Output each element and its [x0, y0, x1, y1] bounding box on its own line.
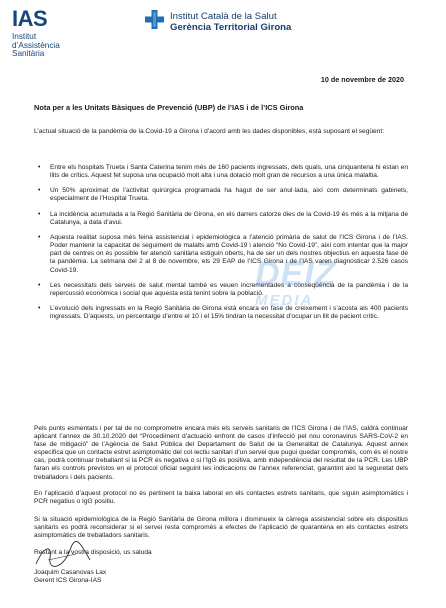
ias-mark: IAS [12, 6, 48, 31]
ias-name-line: Institut [12, 32, 37, 41]
signer-role: Gerent ICS Girona-IAS [34, 577, 102, 585]
watermark [255, 256, 385, 322]
ias-name-line: Sanitària [12, 49, 45, 59]
signature-scribble [30, 540, 100, 572]
ias-name [12, 33, 120, 59]
protocol-paragraph: Pels punts esmentats i per tal de no comprometre encara més els serveis sanitaris de l’ICS Girona i de l’IAS, caldrà continuar aplicant l’annex de 30.10.2020 del “Procediment d’actuació enfront de casos d’infecció pel nou coronavirus SARS-CoV-2 en fase de mitigació” de l’Agència de Salut Pública del Departament de Salut de la Generalitat de Catalunya. Aquest annex especifica que un contacte estret asimptomàtic del col·lectiu sanitari d’un servei que pugui quedar compromès, com és el nostre cas, podrà continuar treballant si la PCR és negativa o si l’IgG és positiva, amb independència del resultat de la PCR. Les UBP faran els controls previstos en el protocol oficial seguint les indicacions de l’annex referenciat, garantint així la seguretat dels treballadors i dels pacients. [34, 425, 408, 481]
signature-block [34, 569, 106, 585]
ics-territorial: Gerència Territorial Girona [170, 22, 292, 33]
list-item: • Les necessitats dels serveis de salut mental també es veuen incrementades a conseqüència de la pandèmia i de la repercussió econòmica i social que aquesta està tenint sobre la població. [34, 282, 408, 298]
note-title: Nota per a les Unitats Bàsiques de Prevenció (UBP) de l’IAS i de l’ICS Girona [34, 103, 304, 112]
list-item: • La incidència acumulada a la Regió Sanitària de Girona, en els darrers catorze dies de la Covid-19 és més a la mitjana de Catalunya, a data d’avui. [34, 211, 408, 227]
ics-institution: Institut Català de la Salut [170, 11, 277, 22]
list-item: • Aquesta realitat suposa més feina assistencial i epidemiològica a l’atenció primària de salut de l’ICS Girona i de l’IAS. Poder mantenir la capacitat de seguiment de malalts amb Covid-19 i atenció “No Covid-19”, així com intentar que la major part de centres on és possible fer atenció sanitària estiguin oberts, ha de ser un dels nostres objectius en aquesta fase de la pandèmia. La setmana del 2 al 8 de novembre, els 29 EAP de l’ICS Girona i de l’IAS varen diagnosticar 2.526 casos Covid-19. [34, 234, 408, 274]
list-item: • Un 50% aproximat de l’activitat quirúrgica programada ha hagut de ser anul·lada, així com determinats gabinets, especialment de l’Hospital Trueta. [34, 187, 408, 203]
ias-logo [12, 8, 120, 59]
watermark-bottom: MEDIA [255, 292, 314, 309]
situation-paragraph: Si la situació epidemiològica de la Regió Sanitària de Girona millora i disminueix la càrrega assistencial sobre els dispositius sanitaris es podrà reconsiderar si el servei resta compromès a efectes de l’aplicació de quarantena en els contactes estrets asimptomàtics de treballadors sanitaris. [34, 516, 408, 540]
signer-name: Joaquim Casanovas Lax [34, 569, 107, 576]
watermark-top: DEIZ [255, 255, 337, 293]
list-item: • Entre els hospitals Trueta i Santa Caterina tenim més de 160 pacients ingressats, dels quals, una cinquantena hi estan en llits de crítics. Aquest fet suposa una ocupació molt alta i una dotació molt gran de recursos a una única malaltia. [34, 164, 408, 180]
document-date: 10 de novembre de 2020 [320, 75, 404, 84]
intro-paragraph: L’actual situació de la pandèmia de la Covid-19 a Girona i d’acord amb les dades disponibles, està suposant el següent: [34, 128, 385, 135]
application-paragraph: En l’aplicació d’aquest protocol no és pertinent la baixa laboral en els contactes estrets sanitaris, que siguin asimptomàtics i PCR negatius o IgG positiu. [34, 490, 408, 506]
ics-text [170, 11, 291, 33]
ics-cross-icon [145, 10, 164, 29]
ias-name-line: d’Assistència [12, 40, 60, 50]
closing-line: Restant a la vostra disposició, us saluda [34, 549, 152, 556]
list-item: • L’evolució dels ingressats en la Regió Sanitària de Girona està encara en fase de creixement i s’acosta als 400 pacients ingressats. D’aquests, un percentatge d’entre el 10 i el 15% tindran la necessitat d’ocupar un llit de pacient crític. [34, 305, 408, 321]
